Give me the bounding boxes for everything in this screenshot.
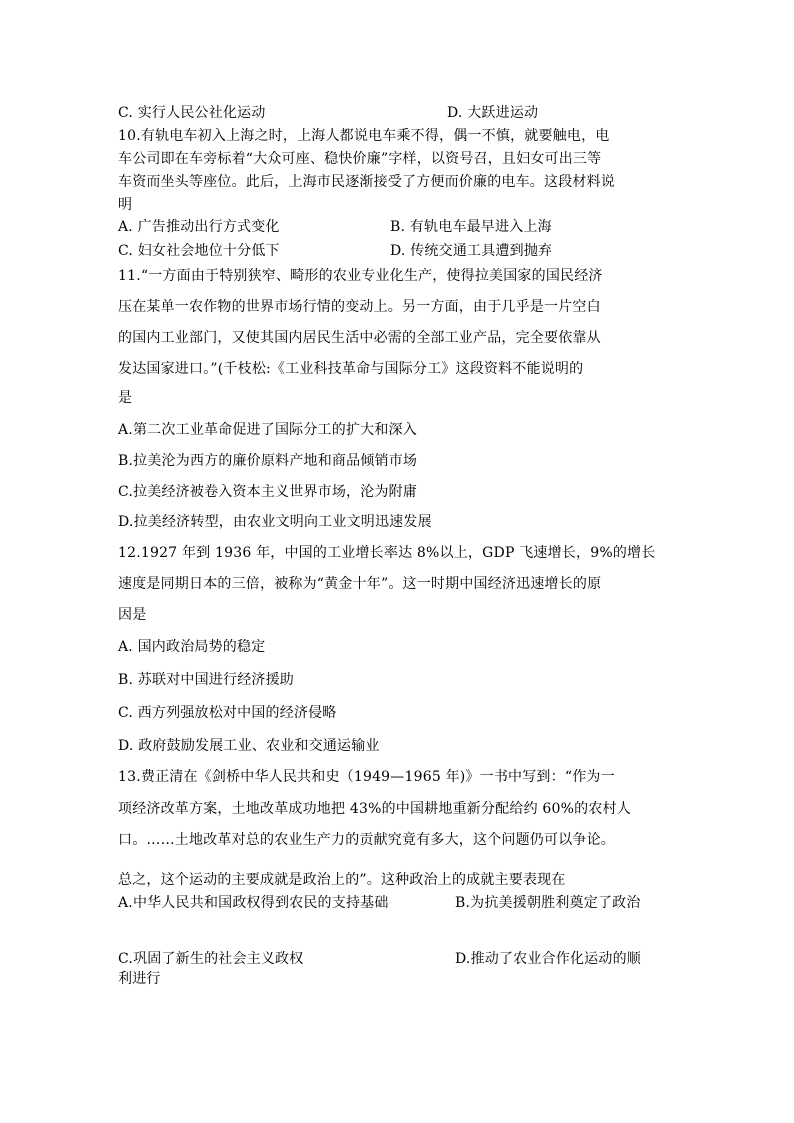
q12-option-b: B. 苏联对中国进行经济援助 — [118, 672, 294, 688]
q11-option-d: D.拉美经济转型，由农业文明向工业文明迅速发展 — [118, 514, 432, 530]
q11-option-c: C.拉美经济被卷入资本主义世界市场，沦为附庸 — [118, 484, 418, 500]
q12-stem-line-2: 速度是同期日本的三倍，被称为“黄金十年”。这一时期中国经济迅速增长的原 — [118, 576, 602, 592]
q13-stem-line-3: 口。……土地改革对总的农业生产力的贡献究竟有多大，这个问题仍可以争论。 — [118, 832, 615, 848]
q12-option-c: C. 西方列强放松对中国的经济侵略 — [118, 705, 337, 721]
q11-option-b: B.拉美沦为西方的廉价原料产地和商品倾销市场 — [118, 453, 418, 469]
q13-stem-line-1: 13.费正清在《剑桥中华人民共和史（1949—1965 年)》一书中写到：“作为一 — [118, 769, 615, 785]
q10-option-d: D. 传统交通工具遭到抛弃 — [390, 243, 553, 259]
q10-option-c: C. 妇女社会地位十分低下 — [118, 243, 280, 259]
q13-option-c: C.巩固了新生的社会主义政权 — [118, 951, 304, 967]
q11-stem-line-1: 11.“一方面由于特别狭窄、畸形的农业专业化生产，使得拉美国家的国民经济 — [118, 268, 603, 284]
q13-stem-line-2: 项经济改革方案，土地改革成功地把 43%的中国耕地重新分配给约 60%的农村人 — [118, 801, 631, 817]
q10-stem-line-3: 车资而坐头等座位。此后，上海市民逐渐接受了方便而价廉的电车。这段材料说 — [118, 174, 615, 190]
q13-stem-line-4: 总之，这个运动的主要成就是政治上的”。这种政治上的成就主要表现在 — [118, 872, 566, 888]
q11-stem-line-2: 压在某单一农作物的世界市场行情的变动上。另一方面，由于几乎是一片空白 — [118, 299, 601, 315]
q11-option-a: A.第二次工业革命促进了国际分工的扩大和深入 — [118, 422, 417, 438]
q12-option-d: D. 政府鼓励发展工业、农业和交通运输业 — [118, 738, 380, 754]
q10-stem-line-4: 明 — [118, 197, 133, 213]
q10-stem-line-1: 10.有轨电车初入上海之时，上海人都说电车乘不得，偶一不慎，就要触电，电 — [118, 128, 610, 144]
q12-option-a: A. 国内政治局势的稳定 — [118, 639, 266, 655]
q12-stem-line-1: 12.1927 年到 1936 年，中国的工业增长率达 8%以上，GDP 飞速增长，9%的增长 — [118, 545, 656, 561]
q10-option-b: B. 有轨电车最早进入上海 — [390, 219, 552, 235]
q12-stem-line-3: 因是 — [118, 607, 147, 623]
q11-stem-line-3: 的国内工业部门，又使其国内居民生活中必需的全部工业产品，完全要依靠从 — [118, 330, 601, 346]
q9-option-d: D. 大跃进运动 — [447, 105, 539, 121]
q11-stem-line-5: 是 — [118, 390, 133, 406]
q10-option-a: A. 广告推动出行方式变化 — [118, 219, 280, 235]
q9-option-c: C. 实行人民公社化运动 — [118, 105, 266, 121]
q11-stem-line-4: 发达国家进口。”(千枝松:《工业科技革命与国际分工》这段资料不能说明的 — [118, 361, 584, 377]
q13-option-d-line-2: 利进行 — [118, 971, 161, 987]
q13-option-b: B.为抗美援朝胜利奠定了政治 — [455, 895, 641, 911]
q13-option-a: A.中华人民共和国政权得到农民的支持基础 — [118, 895, 389, 911]
q10-stem-line-2: 车公司即在车旁标着“大众可座、稳快价廉”字样，以资号召，且妇女可出三等 — [118, 151, 602, 167]
q13-option-d-line-1: D.推动了农业合作化运动的顺 — [455, 951, 641, 967]
